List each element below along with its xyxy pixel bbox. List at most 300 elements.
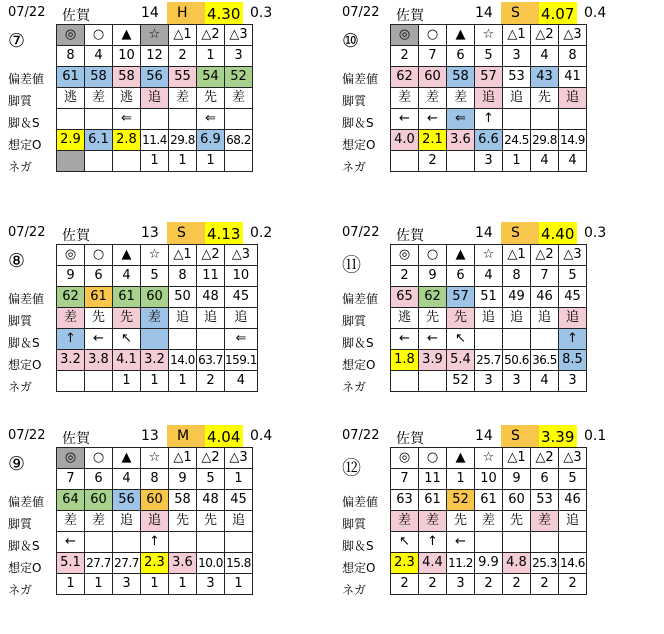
table-cell: 3 [503, 371, 531, 392]
table-row [57, 287, 258, 308]
race-extra: 0.2 [250, 225, 273, 241]
table-cell: 追 [475, 88, 503, 109]
table-cell: △1 [503, 25, 531, 46]
row-label: 想定O [342, 358, 376, 372]
table-row [391, 553, 587, 574]
table-cell: 3.9 [419, 350, 447, 371]
race-header [334, 425, 664, 447]
table-cell: 52 [225, 67, 253, 88]
row-label: 想定O [8, 561, 42, 575]
table-cell: 1 [141, 151, 169, 172]
table-cell: 1 [141, 371, 169, 392]
table-row [391, 88, 587, 109]
table-cell: 6.1 [85, 130, 113, 151]
table-cell: ◎ [391, 245, 419, 266]
table-row [57, 151, 253, 172]
row-labels [8, 447, 44, 601]
table-cell: △1 [169, 448, 197, 469]
row-labels [342, 244, 378, 398]
table-cell: 先 [503, 511, 531, 532]
row-label: 脚＆S [8, 539, 40, 553]
table-cell: 差 [391, 88, 419, 109]
table-cell: 2 [169, 46, 197, 67]
race-score: 4.04 [207, 428, 241, 446]
table-cell [531, 329, 559, 350]
table-cell: 61 [475, 490, 503, 511]
prediction-table [56, 24, 253, 172]
table-cell: 60 [141, 490, 169, 511]
table-cell: △3 [559, 25, 587, 46]
table-cell: 6 [447, 46, 475, 67]
table-cell: 3 [559, 371, 587, 392]
table-cell: ↖ [447, 329, 475, 350]
race-date: 07/22 [8, 225, 46, 240]
table-cell: 差 [57, 308, 85, 329]
race-score: 4.30 [207, 5, 241, 23]
table-cell: 差 [419, 88, 447, 109]
table-cell: ↑ [559, 329, 587, 350]
table-cell: 9 [503, 469, 531, 490]
table-row [57, 109, 253, 130]
table-cell: 50 [169, 287, 197, 308]
table-cell: 3.2 [141, 350, 169, 371]
table-cell: ← [391, 329, 419, 350]
table-cell: 10 [475, 469, 503, 490]
table-cell [85, 109, 113, 130]
race-grade: H [177, 5, 188, 21]
race-date: 07/22 [8, 428, 46, 443]
table-cell: 6 [447, 266, 475, 287]
table-cell: ○ [85, 245, 113, 266]
table-cell: 追 [559, 88, 587, 109]
table-cell: 3.2 [57, 350, 85, 371]
table-cell: 55 [169, 67, 197, 88]
race-score: 4.13 [207, 225, 241, 243]
table-cell [225, 151, 253, 172]
table-cell: ▲ [113, 448, 141, 469]
table-cell: ☆ [141, 245, 169, 266]
table-cell: ☆ [475, 448, 503, 469]
row-label: ネガ [8, 160, 33, 174]
table-cell: ← [85, 329, 113, 350]
table-cell: 14.6 [559, 553, 587, 574]
row-label: ネガ [342, 583, 367, 597]
table-cell: 8.5 [559, 350, 587, 371]
row-label [8, 46, 44, 68]
table-cell: 4.8 [503, 553, 531, 574]
table-row [57, 532, 253, 553]
table-cell: 4 [531, 371, 559, 392]
table-cell: 5 [197, 469, 225, 490]
table-cell: 5 [141, 266, 169, 287]
table-cell: 62 [419, 287, 447, 308]
table-cell: 2 [475, 574, 503, 595]
table-cell: ○ [419, 448, 447, 469]
table-cell: △2 [531, 245, 559, 266]
table-cell: 2 [391, 46, 419, 67]
table-cell: 1 [141, 574, 169, 595]
table-cell: 9.9 [475, 553, 503, 574]
row-label: 脚質 [8, 314, 33, 328]
table-cell: ☆ [141, 448, 169, 469]
row-label: 脚＆S [342, 116, 374, 130]
table-cell: 追 [169, 308, 197, 329]
table-cell: 63.7 [197, 350, 225, 371]
table-cell: 1.8 [391, 350, 419, 371]
table-cell [503, 109, 531, 130]
table-cell: 差 [391, 511, 419, 532]
table-cell [225, 532, 253, 553]
row-labels [8, 244, 44, 398]
table-cell: △2 [531, 25, 559, 46]
table-cell: 2 [559, 574, 587, 595]
race-place: 佐賀 [396, 228, 424, 244]
table-row [391, 130, 587, 151]
table-cell: 5 [475, 46, 503, 67]
table-cell: 追 [503, 308, 531, 329]
table-row [391, 574, 587, 595]
table-cell: 9 [169, 469, 197, 490]
row-label: 偏差値 [342, 292, 379, 306]
table-cell: 6 [85, 469, 113, 490]
table-cell: 2.3 [141, 553, 169, 574]
table-cell: 50.6 [503, 350, 531, 371]
table-cell: 4 [475, 266, 503, 287]
table-cell: 48 [197, 490, 225, 511]
table-cell: 1 [169, 371, 197, 392]
table-row [57, 25, 253, 46]
table-row [57, 245, 258, 266]
table-cell: 先 [447, 308, 475, 329]
table-row [391, 46, 587, 67]
table-cell [197, 329, 225, 350]
table-row [57, 130, 253, 151]
table-cell: ▲ [447, 448, 475, 469]
row-label: 想定O [342, 138, 376, 152]
row-labels [342, 447, 378, 601]
table-cell: 3 [113, 574, 141, 595]
row-labels [8, 24, 44, 178]
row-label: 脚＆S [8, 336, 40, 350]
table-cell: ○ [419, 245, 447, 266]
table-cell: 先 [197, 511, 225, 532]
table-cell: 24.5 [503, 130, 531, 151]
race-extra: 0.4 [250, 428, 273, 444]
row-label: ネガ [8, 380, 33, 394]
row-label [342, 266, 378, 288]
table-cell: 3 [475, 371, 503, 392]
row-label: 想定O [8, 138, 42, 152]
table-row [391, 287, 587, 308]
table-cell: 7 [531, 266, 559, 287]
grade-box [501, 425, 539, 447]
race-panel [334, 222, 664, 422]
table-cell: 63 [391, 490, 419, 511]
table-row [391, 469, 587, 490]
race-panel [334, 425, 664, 625]
race-grade: S [511, 5, 520, 21]
table-cell: 6 [531, 469, 559, 490]
race-grade: S [511, 225, 520, 241]
table-cell: 4 [85, 46, 113, 67]
table-cell [57, 109, 85, 130]
race-header [0, 425, 330, 447]
table-cell: 先 [447, 511, 475, 532]
row-label [342, 447, 378, 469]
table-cell: 逃 [57, 88, 85, 109]
table-cell: 4 [559, 151, 587, 172]
race-header [0, 2, 330, 24]
row-label: ネガ [8, 583, 33, 597]
row-label: 脚＆S [8, 116, 40, 130]
table-cell: 2 [419, 151, 447, 172]
table-cell: 61 [57, 67, 85, 88]
table-cell [141, 329, 169, 350]
table-cell: 5.1 [57, 553, 85, 574]
table-cell: ← [419, 329, 447, 350]
race-date: 07/22 [342, 428, 380, 443]
table-cell: 差 [85, 88, 113, 109]
table-cell: 46 [559, 490, 587, 511]
race-date: 07/22 [8, 5, 46, 20]
row-label: 偏差値 [342, 72, 379, 86]
table-cell [503, 532, 531, 553]
table-cell: 4 [225, 371, 258, 392]
table-cell: 10 [225, 266, 258, 287]
table-cell: 45 [225, 490, 253, 511]
table-cell: 先 [169, 511, 197, 532]
row-label [342, 469, 378, 491]
table-row [57, 511, 253, 532]
table-cell: △1 [503, 448, 531, 469]
table-cell: 追 [141, 511, 169, 532]
row-label [8, 24, 44, 46]
table-cell: 追 [197, 308, 225, 329]
table-row [391, 245, 587, 266]
table-cell: 1 [113, 371, 141, 392]
table-cell: 52 [447, 490, 475, 511]
table-cell: 4 [531, 151, 559, 172]
table-cell: 先 [531, 88, 559, 109]
row-label: 偏差値 [342, 495, 379, 509]
table-row [57, 266, 258, 287]
table-cell: 11.2 [447, 553, 475, 574]
table-cell: 4 [113, 469, 141, 490]
table-cell [475, 329, 503, 350]
table-cell: 8 [559, 46, 587, 67]
table-cell [85, 532, 113, 553]
table-cell: 3.6 [447, 130, 475, 151]
table-cell: 2.3 [391, 553, 419, 574]
table-cell: ⇐ [225, 329, 258, 350]
table-cell: 3 [447, 574, 475, 595]
race-panel [0, 222, 330, 422]
table-cell: 3 [503, 46, 531, 67]
row-label [8, 447, 44, 469]
table-cell: ↑ [419, 532, 447, 553]
table-cell: 58 [447, 67, 475, 88]
race-panel [0, 2, 330, 202]
table-cell: ☆ [475, 25, 503, 46]
table-cell: ▲ [113, 245, 141, 266]
table-cell: 43 [531, 67, 559, 88]
table-cell: ⇐ [447, 109, 475, 130]
table-cell: 1 [169, 151, 197, 172]
table-cell: 27.7 [113, 553, 141, 574]
table-cell: △3 [559, 448, 587, 469]
table-cell: 60 [419, 67, 447, 88]
table-cell: △3 [225, 448, 253, 469]
table-cell: ◎ [391, 25, 419, 46]
table-cell: 48 [197, 287, 225, 308]
row-label [342, 244, 378, 266]
table-cell: ← [447, 532, 475, 553]
row-label: 想定O [342, 561, 376, 575]
table-cell: 56 [113, 490, 141, 511]
table-cell: 9 [419, 266, 447, 287]
table-cell: 54 [197, 67, 225, 88]
grade-box [167, 222, 205, 244]
table-row [391, 350, 587, 371]
table-cell: 2 [419, 574, 447, 595]
field-count: 14 [475, 428, 493, 444]
row-label: 脚＆S [342, 336, 374, 350]
row-label [342, 46, 378, 68]
table-cell: ◎ [391, 448, 419, 469]
table-cell: 7 [57, 469, 85, 490]
table-cell [85, 151, 113, 172]
race-number: ⑧ [8, 250, 26, 272]
table-cell: ↖ [391, 532, 419, 553]
table-row [391, 67, 587, 88]
table-cell: ↑ [141, 532, 169, 553]
table-cell: △2 [531, 448, 559, 469]
row-label [8, 266, 44, 288]
table-cell: 49 [503, 287, 531, 308]
table-cell: 2.9 [57, 130, 85, 151]
table-cell [225, 109, 253, 130]
table-cell: 4 [113, 266, 141, 287]
table-cell: △2 [197, 25, 225, 46]
table-cell: 3.8 [85, 350, 113, 371]
race-extra: 0.4 [584, 5, 607, 21]
table-cell [391, 371, 419, 392]
race-score: 4.07 [541, 5, 575, 23]
table-cell: 3.6 [169, 553, 197, 574]
table-cell: 1 [225, 574, 253, 595]
table-cell: 9 [57, 266, 85, 287]
table-cell: ▲ [447, 25, 475, 46]
table-cell: 差 [169, 88, 197, 109]
table-cell: ◎ [57, 245, 85, 266]
table-row [57, 46, 253, 67]
prediction-table [390, 244, 587, 392]
table-cell: 追 [559, 511, 587, 532]
table-cell [419, 371, 447, 392]
field-count: 14 [475, 5, 493, 21]
table-cell: 4.0 [391, 130, 419, 151]
race-score: 4.40 [541, 225, 575, 243]
table-cell: 2.8 [113, 130, 141, 151]
table-cell: 53 [531, 490, 559, 511]
grade-box [501, 222, 539, 244]
table-cell: 差 [85, 511, 113, 532]
race-place: 佐賀 [62, 431, 90, 447]
race-extra: 0.1 [584, 428, 607, 444]
table-cell: 46 [531, 287, 559, 308]
table-row [391, 308, 587, 329]
table-cell: 追 [503, 88, 531, 109]
table-row [57, 574, 253, 595]
table-cell: 10 [113, 46, 141, 67]
table-cell: 25.7 [475, 350, 503, 371]
table-cell: ◎ [57, 448, 85, 469]
row-label: 脚質 [8, 517, 33, 531]
table-cell: ← [57, 532, 85, 553]
table-cell: 差 [141, 308, 169, 329]
table-cell: 65 [391, 287, 419, 308]
table-row [391, 109, 587, 130]
row-label [342, 24, 378, 46]
table-cell: 62 [57, 287, 85, 308]
row-label: 偏差値 [8, 292, 45, 306]
table-cell: ⇐ [113, 109, 141, 130]
table-cell: 3 [475, 151, 503, 172]
table-cell: 差 [475, 511, 503, 532]
table-row [57, 371, 258, 392]
table-cell [391, 151, 419, 172]
table-cell [197, 532, 225, 553]
table-cell: 27.7 [85, 553, 113, 574]
table-cell: 159.1 [225, 350, 258, 371]
table-cell: 1 [169, 574, 197, 595]
table-cell: 61 [419, 490, 447, 511]
table-cell: 61 [85, 287, 113, 308]
table-cell: 5.4 [447, 350, 475, 371]
table-cell [85, 371, 113, 392]
table-cell: 11.4 [141, 130, 169, 151]
table-row [391, 25, 587, 46]
table-cell: 3 [225, 46, 253, 67]
race-number: ⑦ [8, 30, 26, 52]
race-score: 3.39 [541, 428, 575, 446]
table-cell: 61 [113, 287, 141, 308]
table-cell: 差 [531, 511, 559, 532]
table-row [391, 266, 587, 287]
table-cell: 60 [503, 490, 531, 511]
table-row [57, 469, 253, 490]
prediction-table [56, 244, 258, 392]
field-count: 13 [141, 225, 159, 241]
table-row [391, 448, 587, 469]
table-cell: 53 [503, 67, 531, 88]
table-cell: 57 [447, 287, 475, 308]
table-cell: 45 [225, 287, 258, 308]
table-cell [559, 109, 587, 130]
table-cell [57, 371, 85, 392]
table-cell: 11 [197, 266, 225, 287]
table-row [57, 88, 253, 109]
prediction-table [56, 447, 253, 595]
race-number: ⑩ [342, 30, 360, 52]
table-cell [531, 532, 559, 553]
table-cell: △1 [169, 25, 197, 46]
race-header [334, 222, 664, 244]
table-cell: 25.3 [531, 553, 559, 574]
table-cell: 52 [447, 371, 475, 392]
field-count: 14 [141, 5, 159, 21]
table-cell: 1 [225, 469, 253, 490]
